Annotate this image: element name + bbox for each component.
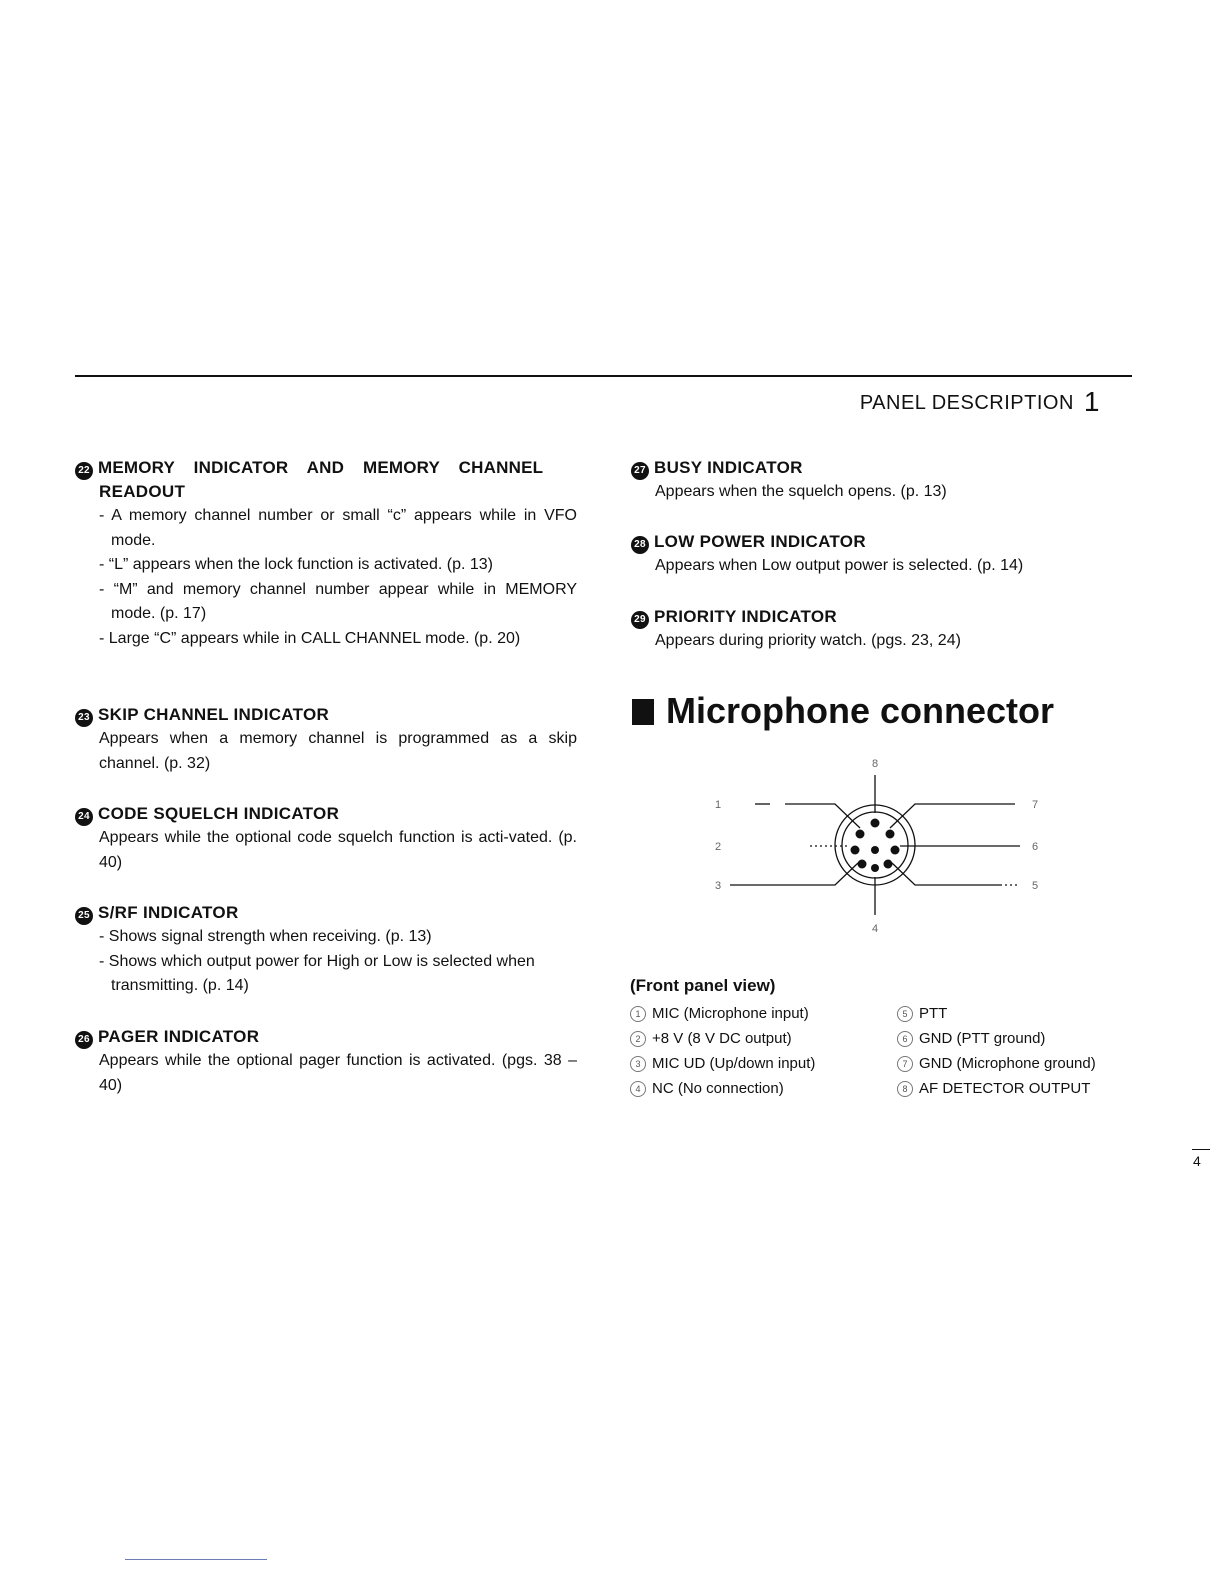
item-number-icon: 24 bbox=[75, 808, 93, 826]
page-header bbox=[860, 386, 1100, 418]
item-number-icon: 23 bbox=[75, 709, 93, 727]
section-title: 29 PRIORITY INDICATOR bbox=[631, 605, 1131, 629]
list-item: - “M” and memory channel number appear while in MEMORY mode. (p. 17) bbox=[99, 578, 577, 627]
pin-5 bbox=[884, 860, 893, 869]
item-number-icon: 26 bbox=[75, 1031, 93, 1049]
diagram-label-2: 2 bbox=[714, 841, 722, 853]
pin-number-icon: 6 bbox=[897, 1031, 913, 1047]
diagram-label-6: 6 bbox=[1031, 841, 1039, 853]
microphone-heading: Microphone connector bbox=[632, 690, 1054, 732]
pin-number-icon: 8 bbox=[897, 1081, 913, 1097]
section-low-power bbox=[631, 530, 1131, 579]
list-item: 2 +8 V (8 V DC output) bbox=[630, 1026, 815, 1051]
diagram-label-8: 8 bbox=[871, 758, 879, 770]
pin-number-icon: 5 bbox=[897, 1006, 913, 1022]
diagram-label-4: 4 bbox=[871, 923, 879, 935]
list-item: 5 PTT bbox=[897, 1001, 1096, 1026]
diagram-caption: (Front panel view) bbox=[630, 976, 776, 995]
section-body: Appears while the optional code squelch function is acti-vated. (p. 40) bbox=[99, 829, 577, 871]
section-title: 23 SKIP CHANNEL INDICATOR bbox=[75, 703, 577, 727]
section-title: 28 LOW POWER INDICATOR bbox=[631, 530, 1131, 554]
section-srf-indicator bbox=[75, 901, 577, 999]
item-number-icon: 29 bbox=[631, 611, 649, 629]
list-item: 8 AF DETECTOR OUTPUT bbox=[897, 1076, 1096, 1101]
item-number-icon: 25 bbox=[75, 907, 93, 925]
section-body: Appears when Low output power is selected. (p. 14) bbox=[655, 557, 1024, 574]
pin-1 bbox=[856, 830, 865, 839]
pin-4 bbox=[871, 864, 879, 872]
item-number-icon: 27 bbox=[631, 462, 649, 480]
top-rule bbox=[75, 375, 1132, 377]
pin-number-icon: 3 bbox=[630, 1056, 646, 1072]
pin-list-right bbox=[897, 1001, 1096, 1101]
page-number-rule bbox=[1192, 1149, 1210, 1150]
header-title: PANEL DESCRIPTION bbox=[859, 392, 1074, 414]
pin-list-left bbox=[630, 1001, 815, 1101]
section-priority bbox=[631, 605, 1131, 654]
bullet-list bbox=[75, 504, 577, 651]
diagram-label-3: 3 bbox=[714, 880, 722, 892]
list-item: 7 GND (Microphone ground) bbox=[897, 1051, 1096, 1076]
section-title: 27 BUSY INDICATOR bbox=[631, 456, 1131, 480]
section-body: Appears when the squelch opens. (p. 13) bbox=[655, 483, 947, 500]
pin-number-icon: 1 bbox=[630, 1006, 646, 1022]
diagram-label-5: 5 bbox=[1031, 880, 1039, 892]
section-body: Appears when a memory channel is programmed as a skip channel. (p. 32) bbox=[99, 730, 577, 772]
list-item: - Shows which output power for High or Low is selected when transmitting. (p. 14) bbox=[99, 950, 577, 999]
pin-7 bbox=[886, 830, 895, 839]
section-body: Appears while the optional pager function is activated. (pgs. 38 – 40) bbox=[99, 1052, 577, 1094]
square-bullet-icon bbox=[632, 699, 654, 725]
section-title: 25 S/RF INDICATOR bbox=[75, 901, 577, 925]
list-item: - “L” appears when the lock function is activated. (p. 13) bbox=[99, 553, 577, 578]
section-memory-indicator bbox=[75, 456, 577, 651]
list-item: - Large “C” appears while in CALL CHANNEL mode. (p. 20) bbox=[99, 627, 577, 652]
bottom-line bbox=[125, 1559, 267, 1560]
section-title-continued: READOUT bbox=[99, 482, 186, 501]
section-body: Appears during priority watch. (pgs. 23, 24) bbox=[655, 632, 961, 649]
diagram-label-7: 7 bbox=[1031, 799, 1039, 811]
connector-diagram bbox=[690, 755, 1070, 945]
pin-center bbox=[871, 846, 879, 854]
section-pager-indicator bbox=[75, 1025, 577, 1098]
list-item: - A memory channel number or small “c” appears while in VFO mode. bbox=[99, 504, 577, 553]
diagram-label-1: 1 bbox=[714, 799, 722, 811]
lead-line-3 bbox=[730, 863, 858, 885]
bullet-list bbox=[75, 925, 577, 999]
section-title: 22 MEMORY INDICATOR AND MEMORY CHANNEL bbox=[75, 456, 577, 480]
list-item: 4 NC (No connection) bbox=[630, 1076, 815, 1101]
pin-6 bbox=[891, 846, 900, 855]
list-item: 6 GND (PTT ground) bbox=[897, 1026, 1096, 1051]
section-busy-indicator bbox=[631, 456, 1131, 505]
pin-8 bbox=[871, 819, 880, 828]
pin-number-icon: 4 bbox=[630, 1081, 646, 1097]
pin-number-icon: 7 bbox=[897, 1056, 913, 1072]
item-number-icon: 28 bbox=[631, 536, 649, 554]
pin-3 bbox=[858, 860, 867, 869]
section-title: 24 CODE SQUELCH INDICATOR bbox=[75, 802, 577, 826]
chapter-number: 1 bbox=[1083, 386, 1100, 417]
pin-number-icon: 2 bbox=[630, 1031, 646, 1047]
page-number: 4 bbox=[1193, 1153, 1201, 1169]
item-number-icon: 22 bbox=[75, 462, 93, 480]
pin-2 bbox=[851, 846, 860, 855]
list-item: - Shows signal strength when receiving. (p. 13) bbox=[99, 925, 577, 950]
section-title: 26 PAGER INDICATOR bbox=[75, 1025, 577, 1049]
list-item: 1 MIC (Microphone input) bbox=[630, 1001, 815, 1026]
list-item: 3 MIC UD (Up/down input) bbox=[630, 1051, 815, 1076]
section-skip-channel bbox=[75, 703, 577, 776]
section-code-squelch bbox=[75, 802, 577, 875]
